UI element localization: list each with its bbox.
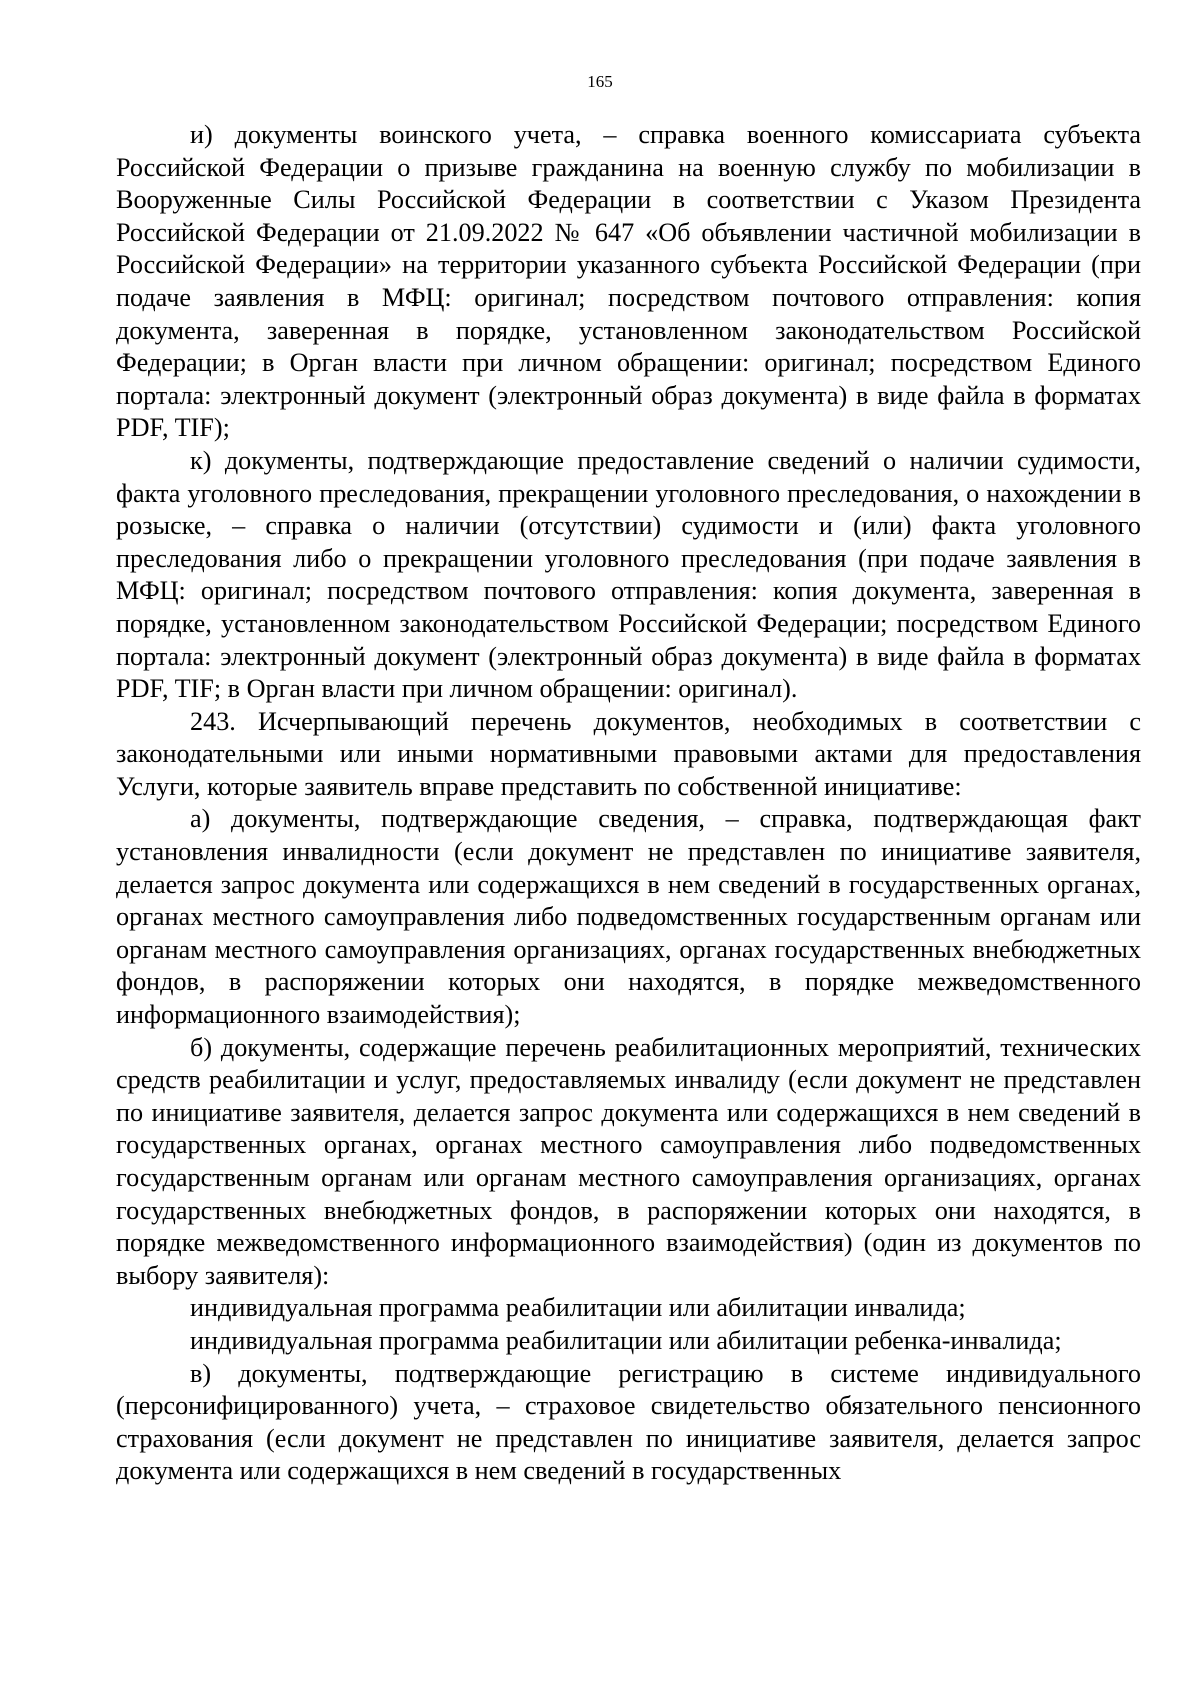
document-body bbox=[116, 119, 1141, 1488]
paragraph-section-243: 243. Исчерпывающий перечень документов, необходимых в соответствии с законодательными или иными нормативными правовыми актами для предоставления Услуги, которые заявитель вправе представить по собственной инициативе: bbox=[116, 706, 1141, 801]
paragraph-item-k-criminal-record: к) документы, подтверждающие предоставление сведений о наличии судимости, факта уголовного преследования, прекращении уголовного преследования, о нахождении в розыске, – справка о наличии (отсутствии) судимости и (или) факта уголовного преследования либо о прекращении уголовного преследования (при подаче заявления в МФЦ: оригинал; посредством почтового отправления: копия документа, заверенная в порядке, установленном законодательством Российской Федерации; посредством Единого портала: электронный документ (электронный образ документа) в виде файла в форматах PDF, TIF; в Орган власти при личном обращении: оригинал). bbox=[116, 445, 1141, 704]
page-number: 165 bbox=[587, 72, 613, 91]
paragraph-program-disabled-child: индивидуальная программа реабилитации или абилитации ребенка-инвалида; bbox=[190, 1325, 1062, 1355]
paragraph-item-i-military-records: и) документы воинского учета, – справка военного комиссариата субъекта Российской Федерации о призыве гражданина на военную службу по мобилизации в Вооруженные Силы Российской Федерации в соответствии с Указом Президента Российской Федерации от 21.09.2022 № 647 «Об объявлении частичной мобилизации в Российской Федерации» на территории указанного субъекта Российской Федерации (при подаче заявления в МФЦ: оригинал; посредством почтового отправления: копия документа, заверенная в порядке, установленном законодательством Российской Федерации; в Орган власти при личном обращении: оригинал; посредством Единого портала: электронный документ (электронный образ документа) в виде файла в форматах PDF, TIF); bbox=[116, 120, 1141, 443]
paragraph-item-a-disability: а) документы, подтверждающие сведения, – справка, подтверждающая факт установления инвалидности (если документ не представлен по инициативе заявителя, делается запрос документа или содержащихся в нем сведений в государственных органах, органах местного самоуправления либо подведомственных государственным органам или органам местного самоуправления организациях, органах государственных внебюджетных фондов, в распоряжении которых они находятся, в порядке межведомственного информационного взаимодействия); bbox=[116, 804, 1141, 1030]
paragraph-item-b-rehabilitation: б) документы, содержащие перечень реабилитационных мероприятий, технических средств реабилитации и услуг, предоставляемых инвалиду (если документ не представлен по инициативе заявителя, делается запрос документа или содержащихся в нем сведений в государственных органах, органах местного самоуправления либо подведомственных государственным органам или органам местного самоуправления организациях, органах государственных внебюджетных фондов, в распоряжении которых они находятся, в порядке межведомственного информационного взаимодействия) (один из документов по выбору заявителя): bbox=[116, 1032, 1141, 1290]
paragraph-program-disabled: индивидуальная программа реабилитации или абилитации инвалида; bbox=[190, 1293, 966, 1323]
paragraph-item-v-pension-insurance: в) документы, подтверждающие регистрацию в системе индивидуального (персонифицированного) учета, – страховое свидетельство обязательного пенсионного страхования (если документ не представлен по инициативе заявителя, делается запрос документа или содержащихся в нем сведений в государственных bbox=[116, 1358, 1141, 1486]
